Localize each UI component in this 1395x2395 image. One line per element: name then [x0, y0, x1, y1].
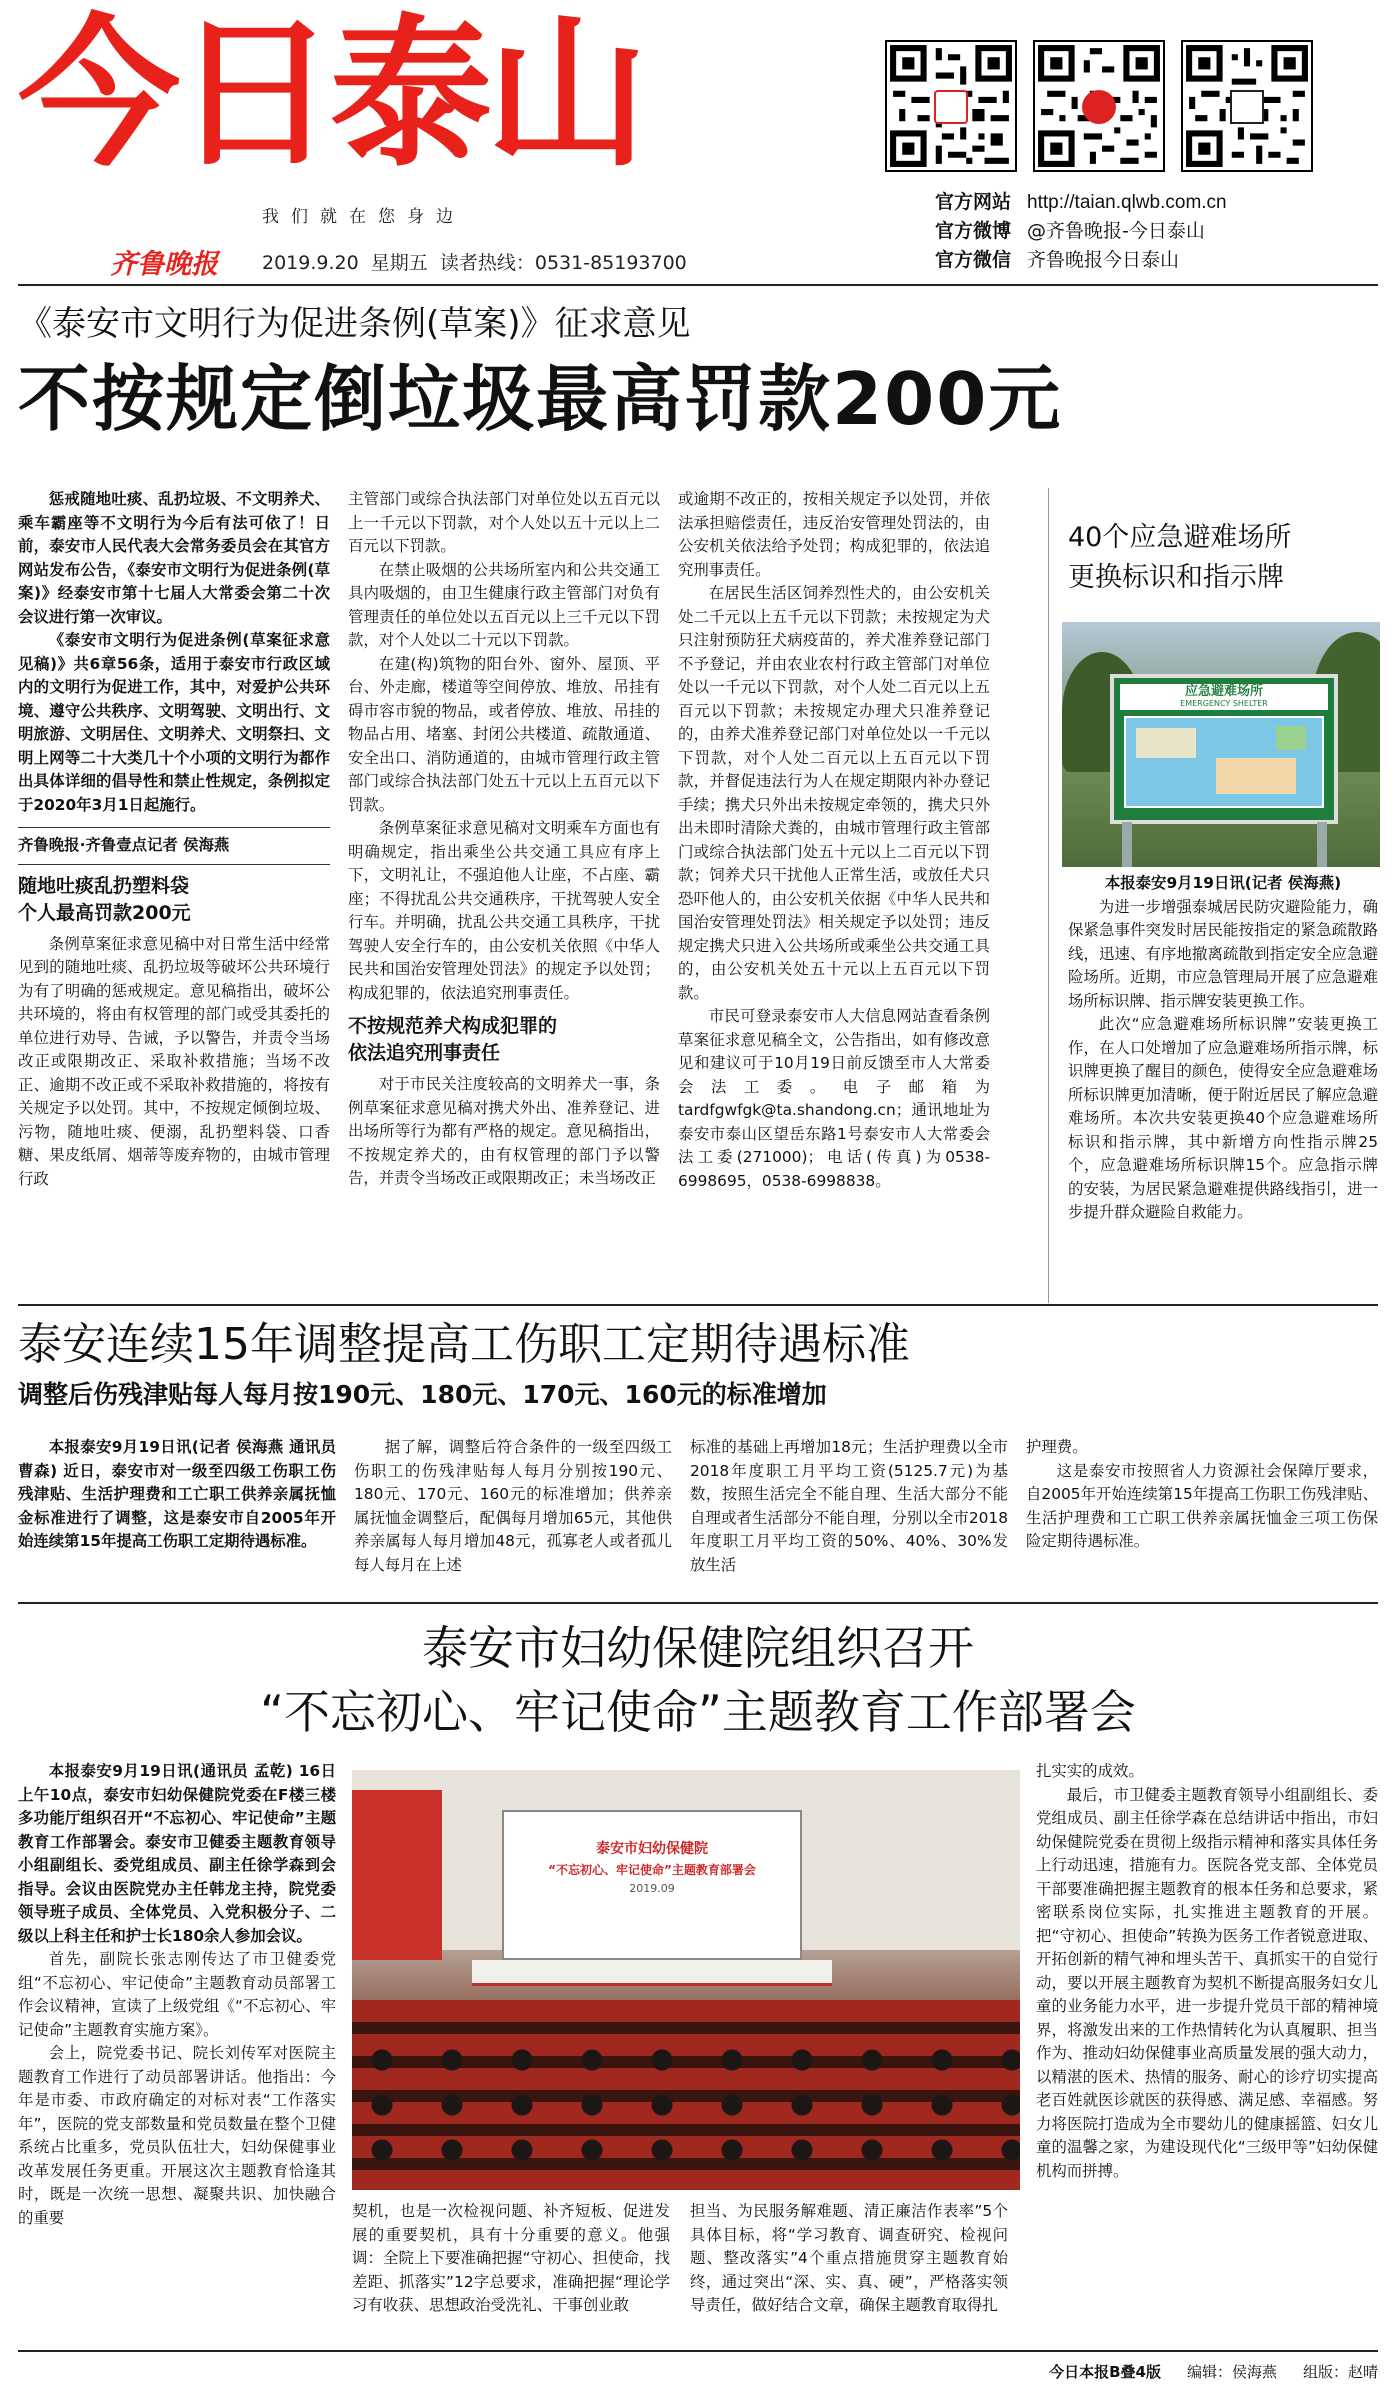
official-links — [935, 188, 1375, 275]
shelter-sign-photo — [1062, 622, 1380, 867]
column-divider — [1048, 488, 1049, 1303]
paragraph: 护理费。 — [1026, 1438, 1088, 1456]
article1-headline: 不按规定倒垃圾最高罚款200元 — [18, 357, 1063, 441]
weibo-link[interactable]: @齐鲁晚报-今日泰山 — [1027, 220, 1205, 242]
sign-subtitle: EMERGENCY SHELTER — [1180, 699, 1268, 708]
paragraph: 据了解，调整后符合条件的一级至四级工伤职工的伤残津贴每人每月分别按190元、180元、170元、160元的标准增加；供养亲属抚恤金调整后，配偶每月增加65元，其他供养亲属每人每月增加48元，孤寡老人或者孤儿每人每月在上述 — [354, 1438, 672, 1574]
footer-layout: 组版：赵晴 — [1302, 2363, 1378, 2381]
byline-rule — [18, 827, 330, 828]
headline-line: 泰安市妇幼保健院组织召开 — [422, 1621, 974, 1675]
subheading — [18, 873, 330, 927]
article2-dateline: 本报泰安9月19日讯(记者 侯海燕) — [1104, 874, 1342, 892]
qr-logo-3 — [1230, 90, 1264, 124]
paragraph: 此次“应急避难场所标识牌”安装更换工作，在人口处增加了应急避难场所指示牌，标识牌更换了醒目的颜色，使得安全应急避难场所标识牌更加清晰，便于附近居民了解应急避难场所。本次共安装更换40个应急避难场所标识和指示牌，其中新增方向性指示牌25个，应急避难场所标识牌15个。应急指示牌的安装，为居民紧急避难提供路线指引，进一步提升群众避险自救能力。 — [1068, 1015, 1378, 1221]
footer-divider — [18, 2350, 1378, 2352]
red-banner — [352, 1790, 442, 1960]
paragraph: 最后，市卫健委主题教育领导小组副组长、委党组成员、副主任徐学森在总结讲话中指出，市妇幼保健院党委在贯彻上级指示精神和落实具体任务上行动迅速，措施有力。医院各党支部、全体党员干部要准确把握主题教育的根本任务和总要求，紧密联系岗位实际，扎实推进主题教育的开展。把“守初心、担使命”转换为医务工作者锐意进取、开拓创新的精气神和埋头苦干、真抓实干的自觉行动，要以开展主题教育为契机不断提高服务妇女儿童的业务能力水平，进一步提升党员干部的精神境界，将激发出来的工作热情转化为认真履职、担当作为、推动妇幼保健事业高质量发展的强大动力，以精湛的医术、热情的服务、耐心的诊疗切实提高老百姓就医诊就医的获得感、满足感、幸福感。努力将医院打造成为全市婴幼儿的健康摇篮、妇女儿童的温馨之家，为建设现代化“三级甲等”妇幼保健机构而拼搏。 — [1036, 1785, 1378, 2180]
article1-byline: 齐鲁晚报·齐鲁壹点记者 侯海燕 — [18, 836, 230, 854]
link-row-wechat — [935, 246, 1375, 275]
paragraph: 这是泰安市按照省人力资源社会保障厅要求，自2005年开始连续第15年提高工伤职工伤残津贴、生活护理费和工亡职工供养亲属抚恤金三项工伤保险定期待遇标准。 — [1026, 1461, 1378, 1550]
masthead-title: 今日泰山 — [18, 1, 642, 189]
paragraph: 对于市民关注度较高的文明养犬一事，条例草案征求意见稿对携犬外出、准养登记、进出场所等行为都有严格的规定。意见稿指出，不按规定养犬的，由有权管理的部门予以警告，并责令当场改正或限期改正；未当场改正 — [348, 1075, 660, 1187]
paragraph: 本报泰安9月19日讯(通讯员 孟乾) 16日上午10点，泰安市妇幼保健院党委在F楼三楼多功能厅组织召开“不忘初心、牢记使命”主题教育工作部署会。泰安市卫健委主题教育领导小组副组长、委党组成员、副主任徐学森到会指导。会议由医院党办主任韩龙主持，院党委领导班子成员、全体党员、入党积极分子、二级以上科主任和护士长180余人参加会议。 — [18, 1762, 336, 1945]
headline-line: 40个应急避难场所 — [1068, 522, 1292, 553]
paragraph: 本报泰安9月19日讯(记者 侯海燕 通讯员 曹森) 近日，泰安市对一级至四级工伤职工伤残津贴、生活护理费和工亡职工供养亲属抚恤金标准进行了调整，这是泰安市自2005年开始连续第15年提高工伤职工定期待遇标准。 — [18, 1438, 336, 1550]
head-table — [472, 1960, 832, 1986]
date-line: 2019.9.20 星期五 读者热线：0531-85193700 — [262, 252, 687, 274]
subheading-line: 依法追究刑事责任 — [348, 1042, 501, 1064]
map-block — [1136, 728, 1196, 758]
link-row-website — [935, 188, 1375, 217]
wechat-link[interactable]: 齐鲁晚报今日泰山 — [1027, 249, 1180, 271]
link-label: 官方微博 — [935, 220, 1012, 242]
sign-post — [1122, 822, 1132, 867]
article3-headline: 泰安连续15年调整提高工伤职工定期待遇标准 — [18, 1319, 910, 1370]
paragraph: 契机，也是一次检视问题、补齐短板、促进发展的重要契机，具有十分重要的意义。他强调：全院上下要准确把握“守初心、担使命，找差距、抓落实”12字总要求，准确把握“理论学习有收获、思想政治受洗礼、干事创业敢 — [352, 2202, 670, 2314]
article1-kicker: 《泰安市文明行为促进条例(草案)》征求意见 — [18, 304, 691, 344]
article4-column-2 — [352, 2200, 670, 2340]
article3-column-4 — [1026, 1436, 1378, 1586]
link-row-weibo — [935, 217, 1375, 246]
subheading — [348, 1013, 660, 1067]
article4-column-4 — [1036, 1760, 1378, 2340]
footer — [18, 2358, 1378, 2386]
audience-heads — [352, 2030, 1020, 2180]
paragraph: 或逾期不改正的，按相关规定予以处罚，并依法承担赔偿责任，违反治安管理处罚法的，由公安机关依法给予处罚；构成犯罪的，依法追究刑事责任。 — [678, 490, 990, 579]
website-link[interactable]: http://taian.qlwb.com.cn — [1027, 192, 1227, 213]
article1-column-1 — [18, 488, 330, 1320]
section-divider — [18, 1602, 1378, 1604]
article4-headline — [18, 1616, 1378, 1744]
paper-logo: 齐鲁晚报 — [110, 249, 218, 280]
footer-editor: 编辑：侯海燕 — [1186, 2363, 1277, 2381]
paragraph: 会上，院党委书记、院长刘传军对医院主题教育工作进行了动员部署讲话。他指出：今年是市委、市政府确定的对标对表“工作落实年”，医院的党支部数量和党员数量在整个卫健系统占比重多，党员队伍壮大，妇幼保健事业改革发展任务更重。开展这次主题教育恰逢其时，既是一次统一思想、凝聚共识、加快融合的重要 — [18, 2044, 336, 2227]
sign-post — [1317, 822, 1327, 867]
paragraph: 市民可登录泰安市人大信息网站查看条例草案征求意见稿全文，公告指出，如有修改意见和建议可于10月19日前反馈至市人大常委会法工委。电子邮箱为tardfgwfgk@ta.shandong.cn；通讯地址为泰安市泰山区望岳东路1号泰安市人大常委会法工委(271000)；电话(传真)为0538-6998695，0538-6998838。 — [678, 1007, 990, 1190]
article3-subhead: 调整后伤残津贴每人每月按190元、180元、170元、160元的标准增加 — [18, 1380, 827, 1409]
paragraph: 在居民生活区饲养烈性犬的，由公安机关处二千元以上五千元以下罚款；未按规定为犬只注射预防狂犬病疫苗的，养犬准养登记部门不予登记，并由农业农村行政主管部门对单位处以一千元以下罚款，对个人处二百元以上五百元以下罚款；未按规定办理犬只准养登记的，由养犬准养登记部门对单位处以一千元以下罚款，对个人处二百元以上五百元以下罚款，并督促违法行为人在规定期限内补办登记手续；携犬只外出未按规定牵领的，携犬只外出未即时清除犬粪的，由城市管理行政主管部门或综合执法部门处五十元以上二百元以下罚款；饲养犬只干扰他人正常生活，或放任犬只恐吓他人的，由公安机关依据《中华人民共和国治安管理处罚法》相关规定予以处罚；违反规定携犬只进入公共场所或乘坐公共交通工具的，由公安机关处五十元以上五百元以下罚款。 — [678, 584, 990, 1002]
headline-line: “不忘初心、牢记使命”主题教育工作部署会 — [260, 1685, 1136, 1739]
footer-edition: 今日本报B叠4版 — [1049, 2363, 1161, 2381]
article2-body — [1068, 872, 1378, 1302]
article3-column-3 — [690, 1436, 1008, 1586]
sign-title: 应急避难场所 — [1184, 684, 1263, 699]
subheading-line: 随地吐痰乱扔塑料袋 — [18, 874, 190, 897]
paragraph: 为进一步增强泰城居民防灾避险能力，确保紧急事件突发时居民能按指定的紧急疏散路线，迅速、有序地撤离疏散到指定安全应急避险场所。近期，市应急管理局开展了应急避难场所标识牌、指示牌安装更换工作。 — [1068, 897, 1378, 1010]
map-block — [1276, 726, 1306, 750]
paragraph: 条例草案征求意见稿对文明乘车方面也有明确规定，指出乘坐公共交通工具应有序上下，文明礼让，不强迫他人让座，不占座、霸座；不得扰乱公共交通秩序，干扰驾驶人安全行车。并明确，扰乱公共交通工具秩序，干扰驾驶人安全行车的，由公安机关依照《中华人民共和国治安管理处罚法》的规定予以处罚；构成犯罪的，依法追究刑事责任。 — [348, 819, 660, 1002]
paragraph: 在建(构)筑物的阳台外、窗外、屋顶、平台、外走廊，楼道等空间停放、堆放、吊挂有碍市容市貌的物品，或者停放、堆放、吊挂的物品占用、堵塞、封闭公共楼道、疏散通道、安全出口、消防通道的，由城市管理行政主管部门或综合执法部门处五十元以上五百元以下罚款。 — [348, 654, 660, 814]
projection-screen — [502, 1810, 802, 1960]
subheading-line: 不按规范养犬构成犯罪的 — [348, 1015, 558, 1037]
headline-line: 更换标识和指示牌 — [1068, 562, 1284, 593]
sign-map — [1124, 716, 1324, 808]
masthead-divider — [18, 284, 1378, 286]
map-block — [1216, 758, 1296, 794]
paragraph: 首先，副院长张志刚传达了市卫健委党组“不忘初心、牢记使命”主题教育动员部署工作会议精神，宣读了上级党组《“不忘初心、牢记使命”主题教育实施方案》。 — [18, 1950, 336, 2039]
meeting-photo — [352, 1770, 1020, 2190]
article3-column-2 — [354, 1436, 672, 1586]
masthead — [0, 0, 1395, 290]
article1-lead: 惩戒随地吐痰、乱扔垃圾、不文明养犬、乘车霸座等不文明行为今后有法可依了！日前，泰安市人民代表大会常务委员会在其官方网站发布公告，《泰安市文明行为促进条例(草案)》经泰安市第十七届人大常委会第二十次会议进行第一次审议。 — [18, 490, 330, 626]
article4-column-1 — [18, 1760, 336, 2340]
subheading-line: 个人最高罚款200元 — [18, 901, 191, 924]
link-label: 官方网站 — [935, 191, 1012, 213]
article4-column-3 — [690, 2200, 1008, 2340]
byline-rule — [18, 864, 330, 865]
paragraph: 担当、为民服务解难题、清正廉洁作表率”5个具体目标，将“学习教育、调查研究、检视问题、整改落实”4个重点措施贯穿主题教育始终，通过突出“深、实、真、硬”，严格落实领导责任，做好结合文章，确保主题教育取得扎 — [690, 2202, 1008, 2314]
screen-text: 2019.09 — [629, 1882, 675, 1895]
paragraph: 条例草案征求意见稿中对日常生活中经常见到的随地吐痰、乱扔垃圾等破坏公共环境行为有了明确的惩戒规定。意见稿指出，破坏公共环境的，将由有权管理的部门或受其委托的单位进行劝导、告诫，予以警告，并责令当场改正或限期改正、采取补救措施；当场不改正、逾期不改正或不采取补救措施的，将按有关规定予以处罚。其中，不按规定倾倒垃圾、污物，随地吐痰、便溺，乱扔塑料袋、口香糖、果皮纸屑、烟蒂等废弃物的，由城市管理行政 — [18, 934, 330, 1188]
masthead-slogan: 我们就在您身边 — [262, 207, 465, 227]
paragraph: 主管部门或综合执法部门对单位处以五百元以上一千元以下罚款，对个人处以五十元以上二百元以下罚款。 — [348, 490, 660, 555]
paragraph: 扎实实的成效。 — [1036, 1762, 1144, 1780]
qr-logo-2 — [1082, 90, 1116, 124]
paragraph: 标准的基础上再增加18元；生活护理费以全市2018年度职工月平均工资(5125.7元)为基数，按照生活完全不能自理、生活大部分不能自理或者生活部分不能自理，分别以全市2018年度职工月平均工资的50%、40%、30%发放生活 — [690, 1438, 1008, 1574]
sign-board — [1110, 674, 1338, 824]
section-divider — [18, 1304, 1378, 1306]
screen-text: 泰安市妇幼保健院 — [596, 1841, 708, 1857]
sign-header — [1120, 684, 1328, 710]
link-label: 官方微信 — [935, 249, 1012, 271]
article1-column-2 — [348, 488, 660, 1320]
qr-logo-1 — [934, 90, 968, 124]
screen-text: “不忘初心、牢记使命”主题教育部署会 — [548, 1863, 756, 1877]
paragraph: 在禁止吸烟的公共场所室内和公共交通工具内吸烟的，由卫生健康行政主管部门对负有管理责任的单位处以五百元以上三千元以下罚款，对个人处以二十元以下罚款。 — [348, 560, 660, 649]
article2-headline — [1068, 518, 1378, 598]
article1-column-3 — [678, 488, 990, 1320]
article3-column-1 — [18, 1436, 336, 1586]
article1-lead: 《泰安市文明行为促进条例(草案征求意见稿)》共6章56条，适用于泰安市行政区域内的文明行为促进工作，其中，对爱护公共环境、遵守公共秩序、文明驾驶、文明出行、文明旅游、文明居住、文明养犬、文明祭扫、文明上网等二十大类几十个小项的文明行为都作出具体详细的倡导性和禁止性规定，条例拟定于2020年3月1日起施行。 — [18, 631, 330, 814]
